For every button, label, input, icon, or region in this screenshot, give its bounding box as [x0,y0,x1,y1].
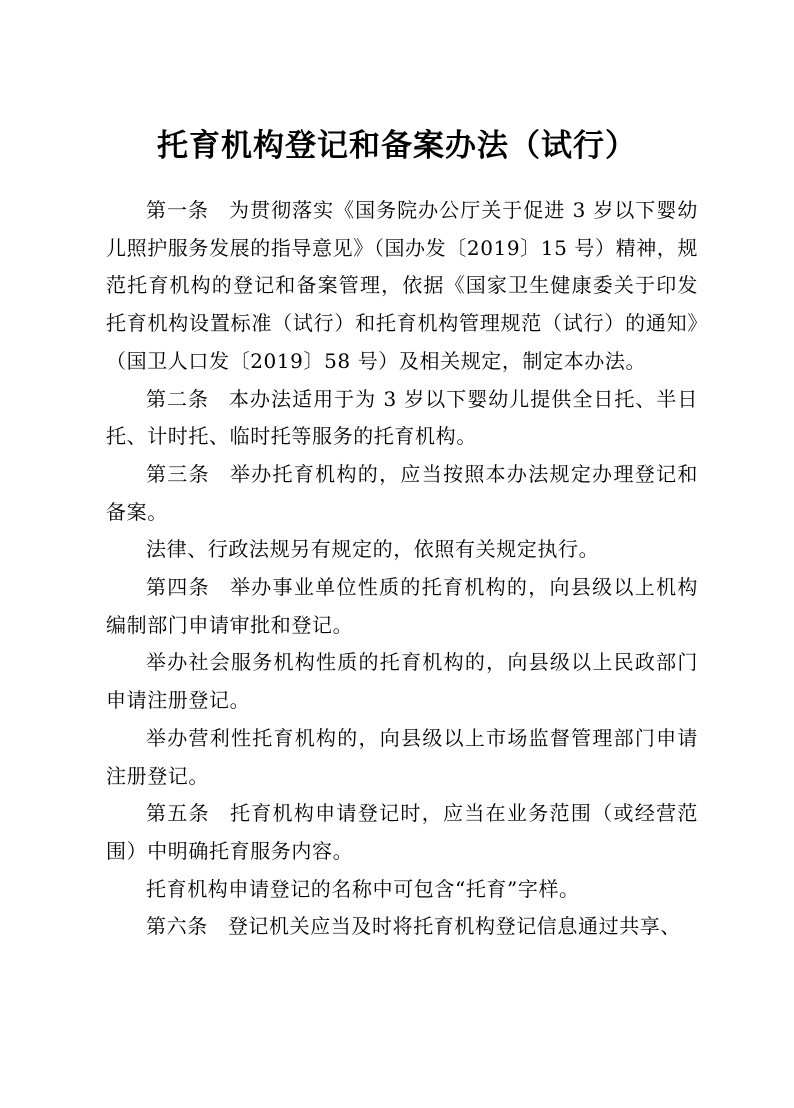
paragraph-text: 为贯彻落实《国务院办公厅关于促进 3 岁以下婴幼儿照护服务发展的指导意见》（国办发〔2019〕15 号）精神，规范托育机构的登记和备案管理，依据《国家卫生健康委关于印发托育机构设置标准（试行）和托育机构管理规范（试行）的通知》（国卫人口发〔2019〕58 号）及相关规定，制定本办法。 [106,198,698,373]
paragraph-text: 本办法适用于为 3 岁以下婴幼儿提供全日托、半日托、计时托、临时托等服务的托育机构。 [106,386,698,449]
paragraph-article-4-clause-2 [106,644,698,719]
document-title: 托育机构登记和备案办法（试行） [157,128,637,164]
article-heading: 第一条 [146,198,210,222]
paragraph-article-5-clause-2 [106,871,698,909]
paragraph-article-4-clause-3 [106,720,698,795]
document-body [106,192,698,946]
paragraph-text: 举办事业单位性质的托育机构的，向县级以上机构编制部门申请审批和登记。 [106,575,698,637]
paragraph-article-1 [106,192,698,381]
article-heading: 第六条 [146,914,208,939]
paragraph-text: 登记机关应当及时将托育机构登记信息通过共享、 [227,914,682,939]
paragraph-text: 举办营利性托育机构的，向县级以上市场监督管理部门申请注册登记。 [106,725,698,788]
paragraph-text: 举办社会服务机构性质的托育机构的，向县级以上民政部门申请注册登记。 [106,650,698,713]
paragraph-article-4 [106,569,698,644]
paragraph-article-3-clause-2 [106,531,698,569]
paragraph-article-6 [106,908,698,946]
paragraph-text: 托育机构申请登记时，应当在业务范围（或经营范围）中明确托育服务内容。 [106,801,698,863]
article-heading: 第三条 [146,461,210,486]
article-heading: 第二条 [146,386,210,411]
paragraph-article-5 [106,795,698,870]
paragraph-article-2 [106,381,698,456]
article-heading: 第四条 [146,575,210,600]
paragraph-text: 举办托育机构的，应当按照本办法规定办理登记和备案。 [106,461,698,524]
paragraph-text: 托育机构申请登记的名称中可包含“托育”字样。 [146,876,580,901]
article-heading: 第五条 [146,801,210,826]
paragraph-article-3 [106,456,698,531]
paragraph-text: 法律、行政法规另有规定的，依照有关规定执行。 [146,537,600,562]
